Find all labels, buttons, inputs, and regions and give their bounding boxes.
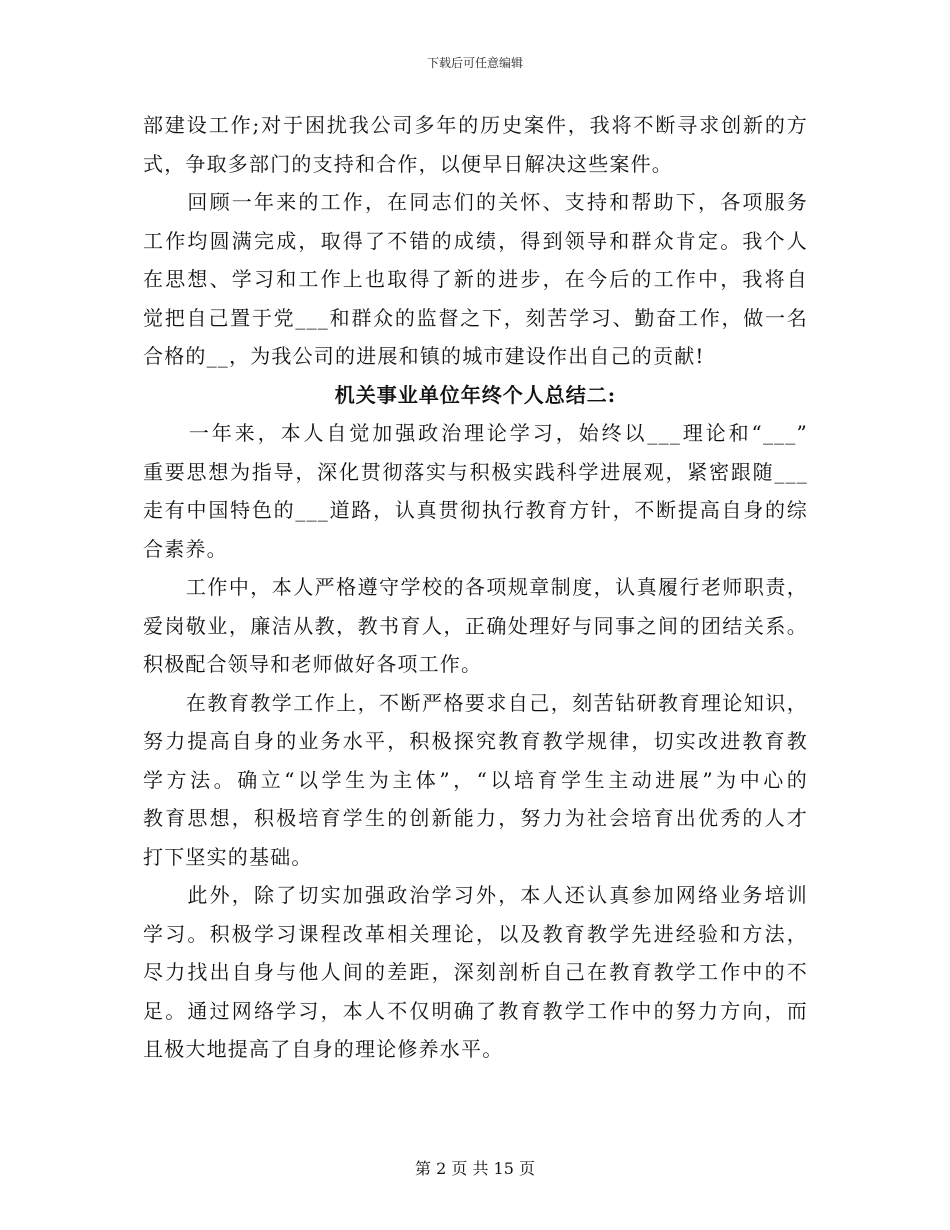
paragraph-line: 一年来，本人自觉加强政治理论学习，始终以___理论和“___”	[143, 421, 808, 445]
section-heading: 机关事业单位年终个人总结二:	[334, 382, 617, 407]
paragraph-line: 在教育教学工作上，不断严格要求自己，刻苦钻研教育理论知识，	[143, 690, 808, 715]
paragraph-line: 式，争取多部门的支持和合作，以便早日解决这些案件。	[143, 151, 673, 176]
paragraph-line: 回顾一年来的工作，在同志们的关怀、支持和帮助下，各项服务	[143, 190, 808, 214]
paragraph	[143, 414, 808, 568]
paragraph	[143, 876, 808, 1069]
paragraph-line: 尽力找出自身与他人间的差距，深刻剖析自己在教育教学工作中的不	[143, 960, 808, 984]
paragraph	[143, 183, 808, 376]
paragraph-line: 足。通过网络学习，本人不仅明确了教育教学工作中的努力方向，而	[143, 998, 808, 1023]
page-footer: 第 2 页 共 15 页	[415, 1159, 535, 1178]
paragraph-line: 学方法。确立“以学生为主体”，“以培育学生主动进展”为中心的	[143, 767, 808, 792]
paragraph-line: 且极大地提高了自身的理论修养水平。	[143, 1037, 504, 1061]
paragraph-line: 在思想、学习和工作上也取得了新的进步，在今后的工作中，我将自	[143, 267, 808, 291]
paragraph-line: 爱岗敬业，廉洁从教，教书育人，正确处理好与同事之间的团结关系。	[143, 613, 808, 638]
paragraph-line: 打下坚实的基础。	[143, 844, 313, 869]
paragraph-line: 重要思想为指导，深化贯彻落实与积极实践科学进展观，紧密跟随___	[143, 459, 808, 484]
paragraph-line: 积极配合领导和老师做好各项工作。	[143, 652, 483, 676]
paragraph-line: 合格的__，为我公司的进展和镇的城市建设作出自己的贡献!	[143, 344, 705, 368]
paragraph-line: 学习。积极学习课程改革相关理论，以及教育教学先进经验和方法，	[143, 921, 808, 946]
paragraph-line: 部建设工作;对于困扰我公司多年的历史案件，我将不断寻求创新的方	[143, 113, 808, 137]
paragraph-line: 工作均圆满完成，取得了不错的成绩，得到领导和群众肯定。我个人	[143, 228, 808, 253]
paragraph	[143, 568, 808, 684]
document-body	[143, 106, 808, 1069]
page-header: 下载后可任意编辑	[426, 56, 523, 70]
paragraph-line: 工作中，本人严格遵守学校的各项规章制度，认真履行老师职责，	[143, 575, 808, 599]
paragraph-line: 此外，除了切实加强政治学习外，本人还认真参加网络业务培训	[143, 883, 808, 907]
paragraph-line: 走有中国特色的___道路，认真贯彻执行教育方针，不断提高自身的综	[143, 498, 808, 522]
paragraph	[143, 106, 808, 183]
paragraph-line: 努力提高自身的业务水平，积极探究教育教学规律，切实改进教育教	[143, 729, 808, 753]
paragraph-line: 合素养。	[143, 536, 228, 561]
paragraph	[143, 684, 808, 877]
paragraph-line: 教育思想，积极培育学生的创新能力，努力为社会培育出优秀的人才	[143, 806, 808, 830]
paragraph-line: 觉把自己置于党___和群众的监督之下，刻苦学习、勤奋工作，做一名	[143, 305, 808, 330]
